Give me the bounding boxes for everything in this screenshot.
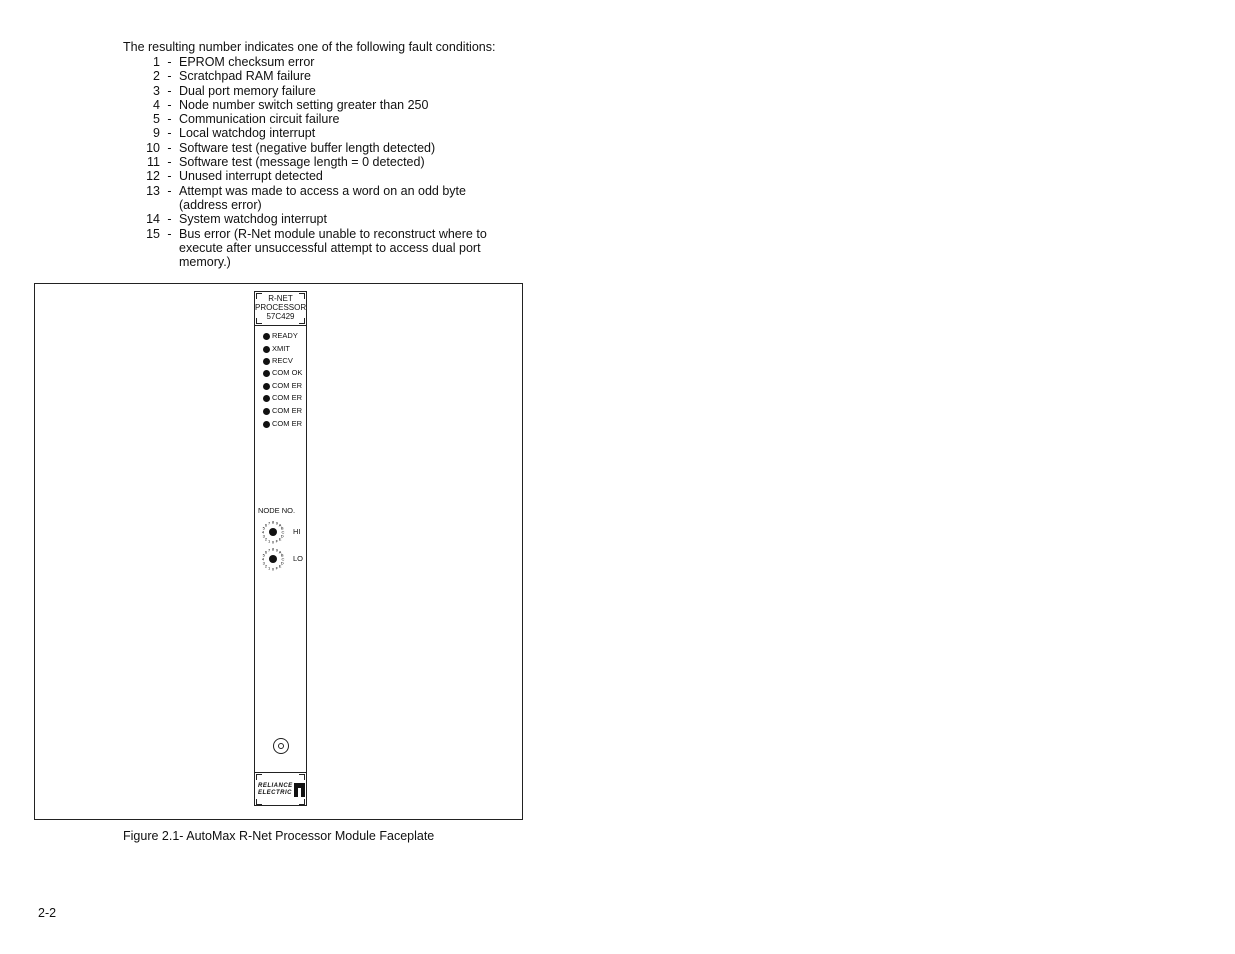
dial-digit: 5 — [262, 525, 265, 531]
dial-digit: 5 — [262, 552, 265, 558]
fault-sep: - — [167, 226, 172, 241]
fault-item — [140, 84, 499, 98]
dial-digit: F — [275, 565, 279, 571]
led-dot — [263, 370, 270, 377]
dial-digit: E — [278, 563, 282, 569]
dial-digit: 0 — [271, 539, 275, 545]
led-label: COM ER — [272, 406, 302, 415]
fault-list — [140, 55, 499, 269]
led-indicator — [263, 407, 302, 415]
fault-item — [140, 184, 499, 213]
logo-line: ELECTRIC — [258, 790, 292, 796]
led-indicator — [263, 420, 302, 428]
faceplate — [254, 291, 307, 806]
dial-digit: E — [278, 536, 282, 542]
fault-sep: - — [167, 55, 172, 69]
dial-digit: 3 — [262, 533, 265, 539]
fault-text: Attempt was made to access a word on an odd byte (address error) — [179, 183, 466, 212]
fault-text: Node number switch setting greater than 250 — [179, 97, 429, 112]
led-label: COM ER — [272, 381, 302, 390]
fault-sep: - — [167, 83, 172, 98]
faceplate-title-box — [255, 292, 306, 326]
node-number-label: NODE NO. — [258, 506, 296, 515]
led-indicator — [263, 369, 302, 377]
led-indicator — [263, 345, 290, 353]
fault-sep: - — [167, 112, 172, 127]
fault-sep: - — [167, 183, 172, 198]
fault-num: 14 — [146, 212, 160, 227]
led-label: COM ER — [272, 393, 302, 402]
switch-hi-label: HI — [293, 527, 301, 536]
switch-lo-label: LO — [293, 554, 304, 563]
dial-digit: 7 — [268, 520, 271, 526]
fault-sep: - — [167, 140, 172, 155]
fault-sep: - — [167, 212, 172, 227]
dial-digit: 7 — [268, 547, 271, 553]
led-indicator — [263, 382, 302, 390]
led-indicator — [263, 357, 293, 365]
fault-text: Bus error (R-Net module unable to reconstruct where to execute after unsuccessful attempt to access dual port memory.) — [179, 226, 487, 270]
dial-digit: A — [278, 549, 282, 555]
fault-num: 15 — [146, 226, 160, 241]
dial-digit: 2 — [264, 563, 268, 569]
led-label: READY — [272, 331, 298, 340]
fault-sep: - — [167, 69, 172, 84]
fault-text: Software test (message length = 0 detected) — [179, 155, 425, 170]
node-switch-hi[interactable] — [259, 519, 287, 545]
dial-digit: 0 — [271, 566, 275, 572]
logo-mark — [294, 783, 305, 797]
fault-text: Communication circuit failure — [179, 112, 340, 127]
fault-text: Scratchpad RAM failure — [179, 69, 312, 84]
dial-digit: D — [280, 533, 284, 539]
dial-digit: 1 — [268, 538, 271, 544]
led-dot — [263, 346, 270, 353]
node-switch-lo[interactable] — [259, 546, 287, 572]
fault-sep: - — [167, 155, 172, 170]
fault-num: 1 — [153, 55, 160, 69]
fault-num: 4 — [153, 97, 160, 112]
dial-digit: 9 — [275, 547, 278, 553]
figure-caption: Figure 2.1- AutoMax R-Net Processor Module Faceplate — [123, 829, 435, 843]
fault-text: Local watchdog interrupt — [179, 126, 316, 141]
dial-digit: B — [280, 525, 284, 531]
dial-digit: 6 — [264, 549, 268, 555]
dial-digit: 8 — [271, 519, 275, 525]
fault-num: 9 — [153, 126, 160, 141]
led-dot — [263, 333, 270, 340]
intro-text: The resulting number indicates one of the following fault conditions: — [123, 40, 496, 54]
fault-num: 3 — [153, 83, 160, 98]
dial-digit: 6 — [264, 522, 268, 528]
dial-digit: 4 — [261, 556, 265, 562]
led-label: XMIT — [272, 344, 290, 353]
fault-num: 10 — [146, 140, 160, 155]
led-label: COM ER — [272, 419, 302, 428]
fault-num: 5 — [153, 112, 160, 127]
fault-item — [140, 98, 499, 112]
fault-num: 11 — [147, 155, 160, 170]
dial-digit: C — [281, 556, 285, 562]
led-dot — [263, 358, 270, 365]
fault-item — [140, 212, 499, 226]
dial-digit: 1 — [268, 565, 271, 571]
led-label: COM OK — [272, 368, 303, 377]
led-dot — [263, 408, 270, 415]
fault-item — [140, 155, 499, 169]
led-dot — [263, 395, 270, 402]
fault-item — [140, 126, 499, 140]
led-label: RECV — [272, 356, 293, 365]
dial-digit: D — [280, 560, 284, 566]
fault-item — [140, 227, 499, 270]
fault-text: Software test (negative buffer length detected) — [179, 140, 436, 155]
dial-digit: F — [275, 538, 279, 544]
led-dot — [263, 421, 270, 428]
fault-sep: - — [167, 169, 172, 184]
dial-digit: 8 — [271, 546, 275, 552]
logo-line: RELIANCE — [258, 783, 293, 789]
dial-digit: 4 — [261, 529, 265, 535]
fault-item — [140, 141, 499, 155]
dial-knob — [269, 528, 277, 536]
coax-connector[interactable] — [273, 738, 289, 754]
logo-box — [255, 772, 306, 806]
fault-num: 13 — [146, 183, 160, 198]
fault-text: System watchdog interrupt — [179, 212, 327, 227]
dial-digit: 2 — [264, 536, 268, 542]
faceplate-title-line: PROCESSOR — [255, 303, 307, 312]
faceplate-model: 57C429 — [266, 312, 295, 321]
faceplate-title-line: R-NET — [268, 294, 293, 303]
fault-num: 12 — [146, 169, 160, 184]
dial-digit: C — [281, 529, 285, 535]
fault-item — [140, 55, 499, 69]
fault-item — [140, 69, 499, 83]
reliance-electric-logo — [258, 782, 302, 798]
fault-text: EPROM checksum error — [179, 55, 315, 69]
fault-text: Dual port memory failure — [179, 83, 316, 98]
fault-num: 2 — [153, 69, 160, 84]
led-dot — [263, 383, 270, 390]
led-indicator — [263, 394, 302, 402]
fault-sep: - — [167, 126, 172, 141]
fault-item — [140, 112, 499, 126]
fault-item — [140, 169, 499, 183]
coax-connector-center — [278, 743, 284, 749]
dial-digit: 9 — [275, 520, 278, 526]
fault-sep: - — [167, 97, 172, 112]
fault-text: Unused interrupt detected — [179, 169, 323, 184]
dial-digit: A — [278, 522, 282, 528]
dial-knob — [269, 555, 277, 563]
dial-digit: 3 — [262, 560, 265, 566]
page-number: 2-2 — [38, 906, 57, 920]
dial-digit: B — [280, 552, 284, 558]
led-indicator — [263, 332, 298, 340]
